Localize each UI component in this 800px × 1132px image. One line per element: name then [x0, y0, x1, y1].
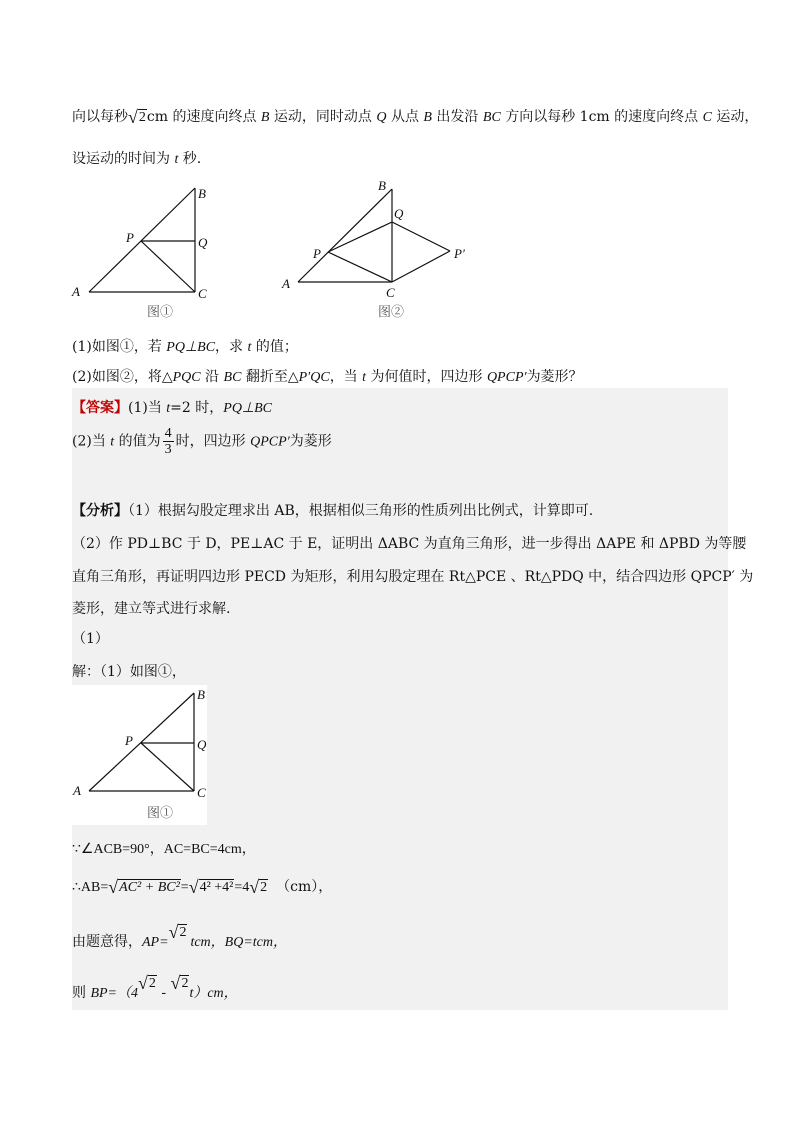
solution-intro: 解：（1）如图①，: [72, 664, 186, 680]
var-c: C: [702, 110, 712, 125]
figure-caption: 图②: [378, 305, 405, 320]
sqrt-value: 2: [260, 880, 268, 895]
sqrt-expression: √AC² + BC²: [108, 877, 180, 897]
fraction: [163, 426, 174, 457]
figure-caption: 图①: [147, 806, 174, 821]
solution-step-2: [72, 876, 332, 898]
step-text: 则: [72, 985, 91, 1001]
step-text: AP=: [142, 935, 169, 950]
figure-caption: 图①: [147, 305, 174, 320]
analysis-tag: 【分析】: [72, 503, 128, 519]
step-text: =4: [234, 880, 250, 895]
answer-text: (2)当: [72, 433, 111, 450]
var-t: t: [247, 340, 252, 355]
step-text: -: [156, 985, 171, 1001]
quadrilateral: QPCP′: [486, 370, 527, 385]
answer-text: (1)当: [128, 400, 167, 416]
label-c: C: [386, 285, 395, 300]
figure-2: [278, 172, 488, 322]
answer-text: 时，四边形: [175, 433, 251, 450]
label-b: B: [198, 186, 206, 201]
intro-text: 出发沿: [431, 109, 483, 125]
label-b: B: [378, 178, 386, 193]
sqrt-expression: √2: [168, 922, 187, 942]
sqrt-value: 2: [148, 976, 156, 991]
solution-step-3: [72, 922, 287, 953]
question-2: [72, 366, 583, 386]
label-p: P: [313, 246, 321, 261]
step-text: 由题意得，: [72, 934, 142, 950]
var-t: t: [110, 434, 115, 450]
condition: PQ⊥BC: [223, 401, 273, 416]
var-q: Q: [376, 110, 387, 125]
question-text: 翻折至△: [241, 369, 299, 385]
answer-line-2: [72, 426, 332, 457]
label-c: C: [198, 286, 207, 301]
intro-text: cm 的速度向终点: [146, 109, 261, 125]
var-b: B: [423, 110, 432, 125]
sqrt-value: AC² + BC²: [119, 880, 180, 895]
analysis-text: （1）根据勾股定理求出 AB，根据相似三角形的性质列出比例式，计算即可.: [128, 503, 594, 519]
label-q: Q: [198, 235, 208, 250]
figure-1: [68, 180, 218, 325]
solution-figure-1: [72, 685, 207, 825]
var-t: t: [166, 401, 171, 416]
sqrt-value: 4² +4²: [199, 880, 234, 895]
label-c: C: [197, 785, 206, 800]
solution-part: （1）: [72, 631, 109, 647]
var-b: B: [260, 110, 270, 125]
question-text: (2)如图②，将△: [72, 369, 173, 385]
intro-line-1: [72, 106, 758, 128]
label-q: Q: [394, 206, 404, 221]
sqrt-value: 2: [138, 110, 146, 125]
step-text: tcm，: [190, 935, 225, 950]
label-a: A: [72, 284, 80, 299]
sqrt-expression: √2: [128, 107, 146, 127]
var-bc: BC: [223, 370, 242, 385]
intro-text: 运动，: [711, 109, 759, 125]
numerator: 4: [164, 426, 172, 441]
analysis-line-4: 菱形，建立等式进行求解.: [72, 601, 231, 617]
intro-text: 秒.: [178, 151, 202, 167]
solution-step-1: [72, 838, 256, 858]
step-text: t）cm，: [189, 986, 238, 1001]
label-p: P: [126, 230, 134, 245]
var-t: t: [174, 152, 179, 167]
sqrt-value: 2: [179, 925, 187, 940]
step-text: ∴AB=: [72, 880, 109, 895]
triangle: PQC: [172, 370, 201, 385]
label-q: Q: [197, 737, 207, 752]
solution-step-4: [72, 973, 238, 1004]
step-text: BQ=tcm，: [224, 935, 287, 950]
step-text: ∵∠ACB=90°，AC=BC=4cm，: [72, 842, 256, 857]
question-text: 沿: [200, 369, 224, 385]
label-p: P: [125, 733, 133, 748]
step-text: =: [180, 880, 189, 895]
analysis-line-2: （2）作 PD⊥BC 于 D，PE⊥AC 于 E，证明出 ΔABC 为直角三角形，进一步得出 ΔAPE 和 ΔPBD 为等腰: [72, 536, 747, 552]
intro-line-2: [72, 148, 201, 168]
sqrt-expression: √4² +4²: [188, 877, 234, 897]
answer-text: 为菱形: [289, 433, 332, 450]
condition: PQ⊥BC: [166, 340, 216, 355]
intro-text: 设运动的时间为: [72, 151, 175, 167]
intro-text: 从点: [386, 109, 424, 125]
answer-line-1: [72, 397, 272, 417]
analysis-line-1: [72, 500, 593, 520]
label-b: B: [197, 687, 205, 702]
denominator: 3: [164, 442, 172, 457]
sqrt-expression: √2: [170, 973, 189, 993]
sqrt-expression: √2: [249, 877, 268, 897]
label-a: A: [73, 783, 81, 798]
var-t: t: [362, 370, 367, 385]
question-text: 的值；: [251, 339, 298, 355]
analysis-line-3: 直角三角形，再证明四边形 PECD 为矩形，利用勾股定理在 Rt△PCE 、Rt△PDQ 中，结合四边形 QPCP′ 为: [72, 569, 754, 585]
quadrilateral: QPCP′: [250, 434, 290, 450]
answer-tag: 【答案】: [72, 400, 128, 416]
step-text: （cm），: [276, 879, 333, 895]
var-bc: BC: [482, 110, 501, 125]
question-text: 为何值时，四边形: [366, 369, 487, 385]
sqrt-value: 2: [181, 976, 189, 991]
question-1: [72, 336, 298, 356]
step-text: BP=（4: [90, 986, 139, 1001]
intro-text: 方向以每秒 1cm 的速度向终点: [500, 109, 703, 125]
intro-text: 向以每秒: [72, 109, 128, 125]
question-text: ，求: [215, 339, 248, 355]
intro-text: 运动，同时动点: [269, 109, 377, 125]
answer-text: 的值为: [114, 433, 161, 450]
question-text: ，当: [329, 369, 363, 385]
sqrt-expression: √2: [138, 973, 156, 993]
label-a: A: [282, 276, 290, 291]
triangle: P′QC: [298, 370, 330, 385]
answer-text: =2 时，: [170, 400, 224, 416]
question-text: 为菱形？: [526, 369, 583, 385]
question-text: (1)如图①，若: [72, 339, 167, 355]
label-p-prime: P′: [454, 246, 465, 261]
